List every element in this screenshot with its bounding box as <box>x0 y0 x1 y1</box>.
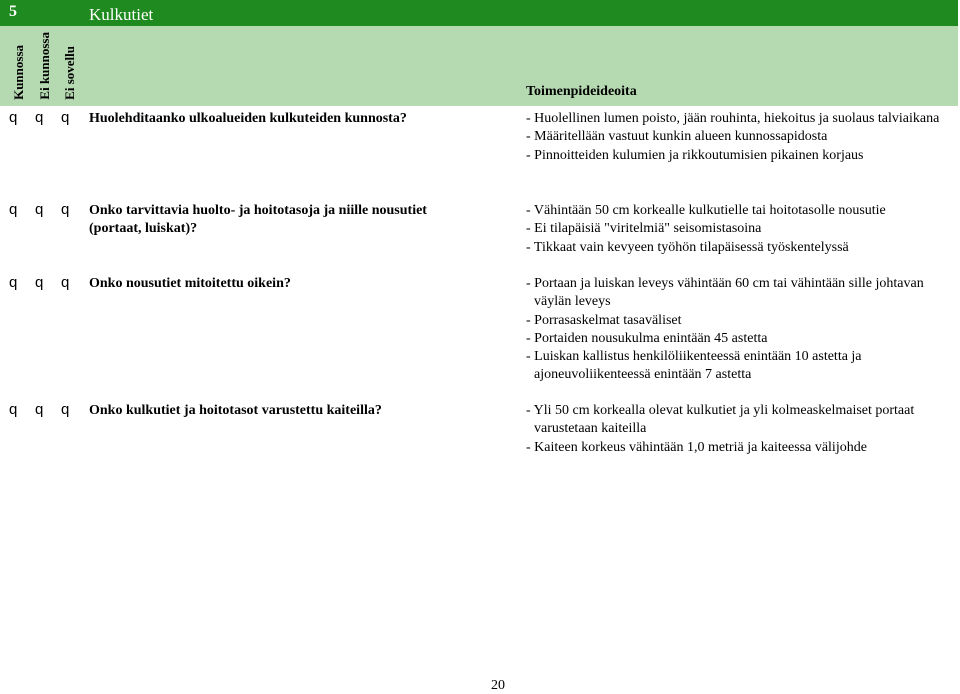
section-title: Kulkutiet <box>89 5 154 24</box>
action-item: - Huolellinen lumen poisto, jään rouhinta, hiekoitus ja suolaus talviaikana <box>526 111 940 126</box>
checkbox-not-ok[interactable]: q <box>35 201 44 218</box>
action-item: - Tikkaat vain kevyeen työhön tilapäisessä työskentelyssä <box>526 239 849 255</box>
page-number: 20 <box>491 678 505 693</box>
action-item: - Kaiteen korkeus vähintään 1,0 metriä ja kaiteessa välijohde <box>526 439 867 455</box>
checkbox-not-applicable[interactable]: q <box>61 274 70 291</box>
section-title-bar <box>0 0 958 26</box>
section-number: 5 <box>9 3 17 20</box>
question-text: Onko nousutiet mitoitettu oikein? <box>89 276 291 291</box>
question-text: Onko tarvittavia huolto- ja hoitotasoja ja niille nousutiet (portaat, luiskat)? <box>89 203 427 236</box>
action-item: - Portaiden nousukulma enintään 45 astetta <box>526 330 768 346</box>
action-list <box>526 202 951 257</box>
checkbox-ok[interactable]: q <box>9 274 18 291</box>
checkbox-ok[interactable]: q <box>9 109 18 126</box>
checkbox-ok[interactable]: q <box>9 401 18 418</box>
column-header-not-applicable: Ei sovellu <box>62 46 77 100</box>
checkbox-not-applicable[interactable]: q <box>61 201 70 218</box>
column-header-not-ok: Ei kunnossa <box>37 32 52 100</box>
actions-column-header: Toimenpideideoita <box>526 84 637 99</box>
action-item: - Pinnoitteiden kulumien ja rikkoutumisien pikainen korjaus <box>526 147 864 163</box>
action-list <box>526 110 951 165</box>
checkbox-not-applicable[interactable]: q <box>61 109 70 126</box>
question-text: Onko kulkutiet ja hoitotasot varustettu kaiteilla? <box>89 403 382 418</box>
action-list <box>526 402 951 457</box>
action-item: - Portaan ja luiskan leveys vähintään 60 cm tai vähintään sille johtavan väylän leveys <box>526 276 924 310</box>
action-item: - Porrasaskelmat tasaväliset <box>526 312 682 328</box>
action-item: - Vähintään 50 cm korkealle kulkutielle tai hoitotasolle nousutie <box>526 203 886 218</box>
column-header-ok: Kunnossa <box>11 45 26 100</box>
checkbox-not-ok[interactable]: q <box>35 109 44 126</box>
checkbox-not-ok[interactable]: q <box>35 274 44 291</box>
checkbox-not-applicable[interactable]: q <box>61 401 70 418</box>
action-item: - Luiskan kallistus henkilöliikenteessä enintään 10 astetta ja ajoneuvoliikenteessä enintään 7 astetta <box>526 349 862 383</box>
checkbox-ok[interactable]: q <box>9 201 18 218</box>
question-text: Huolehditaanko ulkoalueiden kulkuteiden kunnosta? <box>89 111 407 126</box>
table-header <box>0 26 958 106</box>
action-item: - Yli 50 cm korkealla olevat kulkutiet ja yli kolmeaskelmaiset portaat varustetaan kaiteilla <box>526 403 915 437</box>
action-item: - Määritellään vastuut kunkin alueen kunnossapidosta <box>526 129 828 145</box>
checkbox-not-ok[interactable]: q <box>35 401 44 418</box>
action-item: - Ei tilapäisiä "viritelmiä" seisomistasoina <box>526 221 762 237</box>
action-list <box>526 275 951 385</box>
